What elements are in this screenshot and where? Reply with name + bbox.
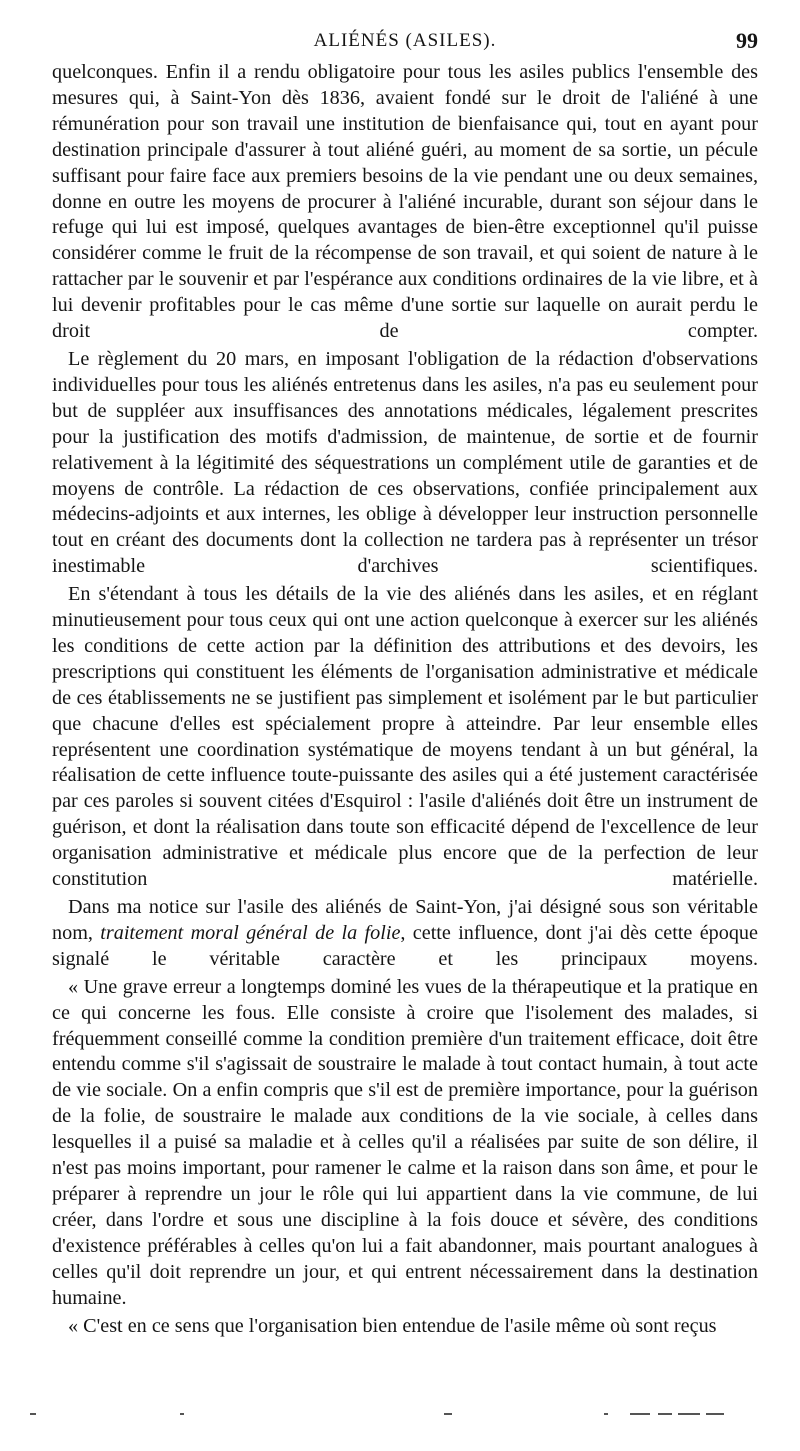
edge-mark bbox=[604, 1413, 608, 1415]
edge-mark bbox=[444, 1413, 452, 1415]
paragraph-4 bbox=[52, 895, 758, 973]
edge-mark bbox=[30, 1413, 36, 1415]
book-page bbox=[52, 26, 758, 1341]
running-header bbox=[52, 26, 758, 60]
edge-mark bbox=[630, 1413, 650, 1415]
paragraph-2: Le règlement du 20 mars, en imposant l'obligation de la rédaction d'observations individuelles pour tous les aliénés entretenus dans les asiles, n'a pas eu seulement pour but de suppléer aux insuffisances des annotations médicales, légalement prescrites pour la justification des motifs d'admission, de maintenue, de sortie et de fournir relativement à la légitimité des séquestrations un complément utile de garanties et de moyens de contrôle. La rédaction de ces observations, confiée principalement aux médecins-adjoints et aux internes, les oblige à développer leur instruction personnelle tout en créant des documents dont la collection ne tardera pas à représenter un trésor inestimable d'archives scientifiques. bbox=[52, 347, 758, 578]
edge-mark bbox=[706, 1413, 724, 1415]
page-edge-marks bbox=[30, 1413, 770, 1419]
paragraph-3: En s'étendant à tous les détails de la vie des aliénés dans les asiles, et en réglant minutieusement pour tous ceux qui ont une action quelconque à exercer sur les aliénés les conditions de cette action par la définition des attributions et des devoirs, les prescriptions qui constituent les éléments de l'organisation administrative et médicale de ces établissements ne se justifient pas simplement et isolément par le but particulier que chacune d'elles est spécialement propre à atteindre. Par leur ensemble elles représentent une coordination systématique de moyens tendant à un but général, la réalisation de cette influence toute-puissante des asiles qui a été justement caractérisée par ces paroles si souvent citées d'Esquirol : l'asile d'aliénés doit être un instrument de guérison, et dont la réalisation dans toute son efficacité dépend de l'excellence de leur organisation administrative et médicale plus encore que de la perfection de leur constitution matérielle. bbox=[52, 583, 758, 891]
paragraph-6-quotation-start: « C'est en ce sens que l'organisation bien entendue de l'asile même où sont reçus bbox=[68, 1314, 717, 1337]
italic-phrase: traitement moral général de la folie bbox=[100, 921, 401, 944]
page-number: 99 bbox=[736, 28, 758, 53]
edge-mark bbox=[658, 1413, 672, 1415]
paragraph-4-text-after: , cette influence, dont j'ai dès cette époque signalé le véritable caractère et les principaux moyens. bbox=[52, 921, 758, 970]
edge-mark bbox=[180, 1413, 184, 1415]
edge-mark bbox=[678, 1413, 700, 1415]
paragraph-4-text-before: Dans ma notice sur l'asile des aliénés de Saint-Yon, j'ai désigné sous son véritable nom, bbox=[52, 896, 758, 944]
paragraph-5-quotation: « Une grave erreur a longtemps dominé les vues de la thérapeutique et la pratique en ce qui concerne les fous. Elle consiste à croire que l'isolement des malades, si fréquemment conseillé comme la condition première d'un traitement efficace, doit être entendu comme s'il s'agissait de soustraire le malade à tout contact humain, à tout acte de vie sociale. On a enfin compris que s'il est de première importance, pour la guérison de la folie, de soustraire le malade aux conditions de la vie sociale, à celles dans lesquelles il a puisé sa maladie et à celles qu'il a réalisées par suite de son délire, il n'est pas moins important, pour ramener le calme et la raison dans son âme, et pour le préparer à reprendre un jour le rôle qui lui appartient dans la vie commune, de lui créer, dans l'ordre et sous une discipline à la fois douce et sévère, des conditions d'existence préférables à celles qu'on lui a fait abandonner, mais pourtant analogues à celles qu'il doit reprendre un jour, et qui entrent nécessairement dans la destination humaine. bbox=[52, 975, 758, 1309]
paragraph-1: quelconques. Enfin il a rendu obligatoire pour tous les asiles publics l'ensemble des mesures qui, à Saint-Yon dès 1836, avaient fondé sur le droit de l'aliéné à une rémunération pour son travail une institution de bienfaisance qui, tout en ayant pour destination principale d'assurer à tout aliéné guéri, au moment de sa sortie, un pécule suffisant pour faire face aux premiers besoins de la vie pendant une ou deux semaines, donne en outre les moyens de procurer à l'aliéné incurable, durant son séjour dans le refuge qui lui est imposé, quelques avantages de bien-être exceptionnel qu'il puisse considérer comme le fruit de la récompense de son travail, et qui soient de nature à le rattacher par le souvenir et par l'espérance aux conditions ordinaires de la vie libre, et à lui devenir profitables pour le cas même d'une sortie sur laquelle on aurait perdu le droit de compter. bbox=[52, 61, 758, 343]
running-title: ALIÉNÉS (ASILES). bbox=[313, 30, 497, 51]
